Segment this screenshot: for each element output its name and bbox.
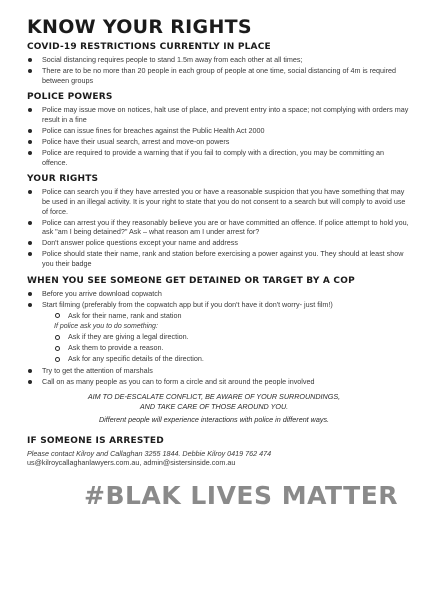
- covid-section: [18, 41, 410, 85]
- covid-heading: COVID-19 RESTRICTIONS CURRENTLY IN PLACE: [27, 42, 271, 52]
- detained-list-top: [18, 289, 410, 310]
- detained-list-bottom: [18, 366, 410, 387]
- police-ask-sub-list: [18, 332, 410, 364]
- list-item: Police may issue move on notices, halt use of place, and prevent entry into a space; not complying with orders may result in a fine: [42, 105, 409, 124]
- list-item: Before you arrive download copwatch: [42, 289, 410, 299]
- callout-line-1: AIM TO DE-ESCALATE CONFLICT, BE AWARE OF YOUR SURROUNDINGS,: [87, 392, 341, 402]
- list-item: Try to get the attention of marshals: [42, 366, 410, 376]
- contact-phones: Please contact Kilroy and Callaghan 3255 1844. Debbie Kilroy 0419 762 474: [27, 448, 272, 458]
- arrested-section: [18, 435, 410, 469]
- police-powers-list: [18, 105, 410, 167]
- list-item: Police can issue fines for breaches against the Public Health Act 2000: [42, 126, 410, 136]
- detained-heading: WHEN YOU SEE SOMEONE GET DETAINED OR TARGET BY A COP: [27, 275, 355, 286]
- your-rights-list: [18, 187, 410, 268]
- sub-list-item: Ask them to provide a reason.: [68, 343, 410, 353]
- sub-list-item: Ask if they are giving a legal direction.: [68, 332, 410, 342]
- sub-list-item: Ask for any specific details of the direction.: [68, 354, 410, 364]
- police-powers-heading: POLICE POWERS: [27, 92, 113, 103]
- list-item: Police have their usual search, arrest and move-on powers: [42, 137, 410, 147]
- arrested-heading: IF SOMEONE IS ARRESTED: [27, 435, 164, 446]
- list-item: Don't answer police questions except your name and address: [42, 238, 410, 248]
- police-powers-section: [18, 91, 410, 167]
- detained-section: [18, 275, 410, 387]
- list-item: Police can arrest you if they reasonably believe you are or have committed an offence. If police attempt to hold you, ask "am I being detained?" Ask – what reason am I under arrest for?: [42, 217, 409, 237]
- flyer: [18, 16, 410, 510]
- sub-list-item: Ask for their name, rank and station: [68, 311, 410, 321]
- covid-list: [18, 55, 410, 85]
- list-item: Start filming (preferably from the copwatch app but if you don't have it don't worry- just film!): [42, 300, 410, 310]
- your-rights-section: [18, 173, 410, 268]
- hashtag-logo: #BLAK LIVES MATTER: [84, 481, 399, 511]
- callout-line-2: AND TAKE CARE OF THOSE AROUND YOU.: [139, 402, 289, 412]
- contact-emails: us@kilroycallaghanlawyers.com.au, admin@sistersinside.com.au: [27, 458, 236, 468]
- list-item: Police are required to provide a warning that if you fail to comply with a direction, you may be committing an offence.: [42, 148, 410, 167]
- callout-line-3: Different people will experience interactions with police in different ways.: [98, 414, 330, 424]
- your-rights-heading: YOUR RIGHTS: [27, 174, 99, 185]
- page-title: KNOW YOUR RIGHTS: [27, 16, 252, 38]
- list-item: Social distancing requires people to stand 1.5m away from each other at all times;: [42, 55, 410, 65]
- filming-sub-list: [18, 311, 410, 321]
- list-item: Police should state their name, rank and station before exercising a power against you. They should at least show you their badge: [42, 249, 410, 268]
- list-item: Call on as many people as you can to form a circle and sit around the people involved: [42, 377, 410, 387]
- police-ask-note: If police ask you to do something:: [54, 322, 158, 330]
- list-item: There are to be no more than 20 people in each group of people at one time, social distancing of 4m is required between groups: [42, 66, 410, 85]
- list-item: Police can search you if they have arrested you or have a reasonable suspicion that you have something that may be used in an illegal activity. It is your right to state that you do not consent to a search but will comply to avoid use of force.: [42, 187, 410, 216]
- callout-block: [18, 392, 410, 424]
